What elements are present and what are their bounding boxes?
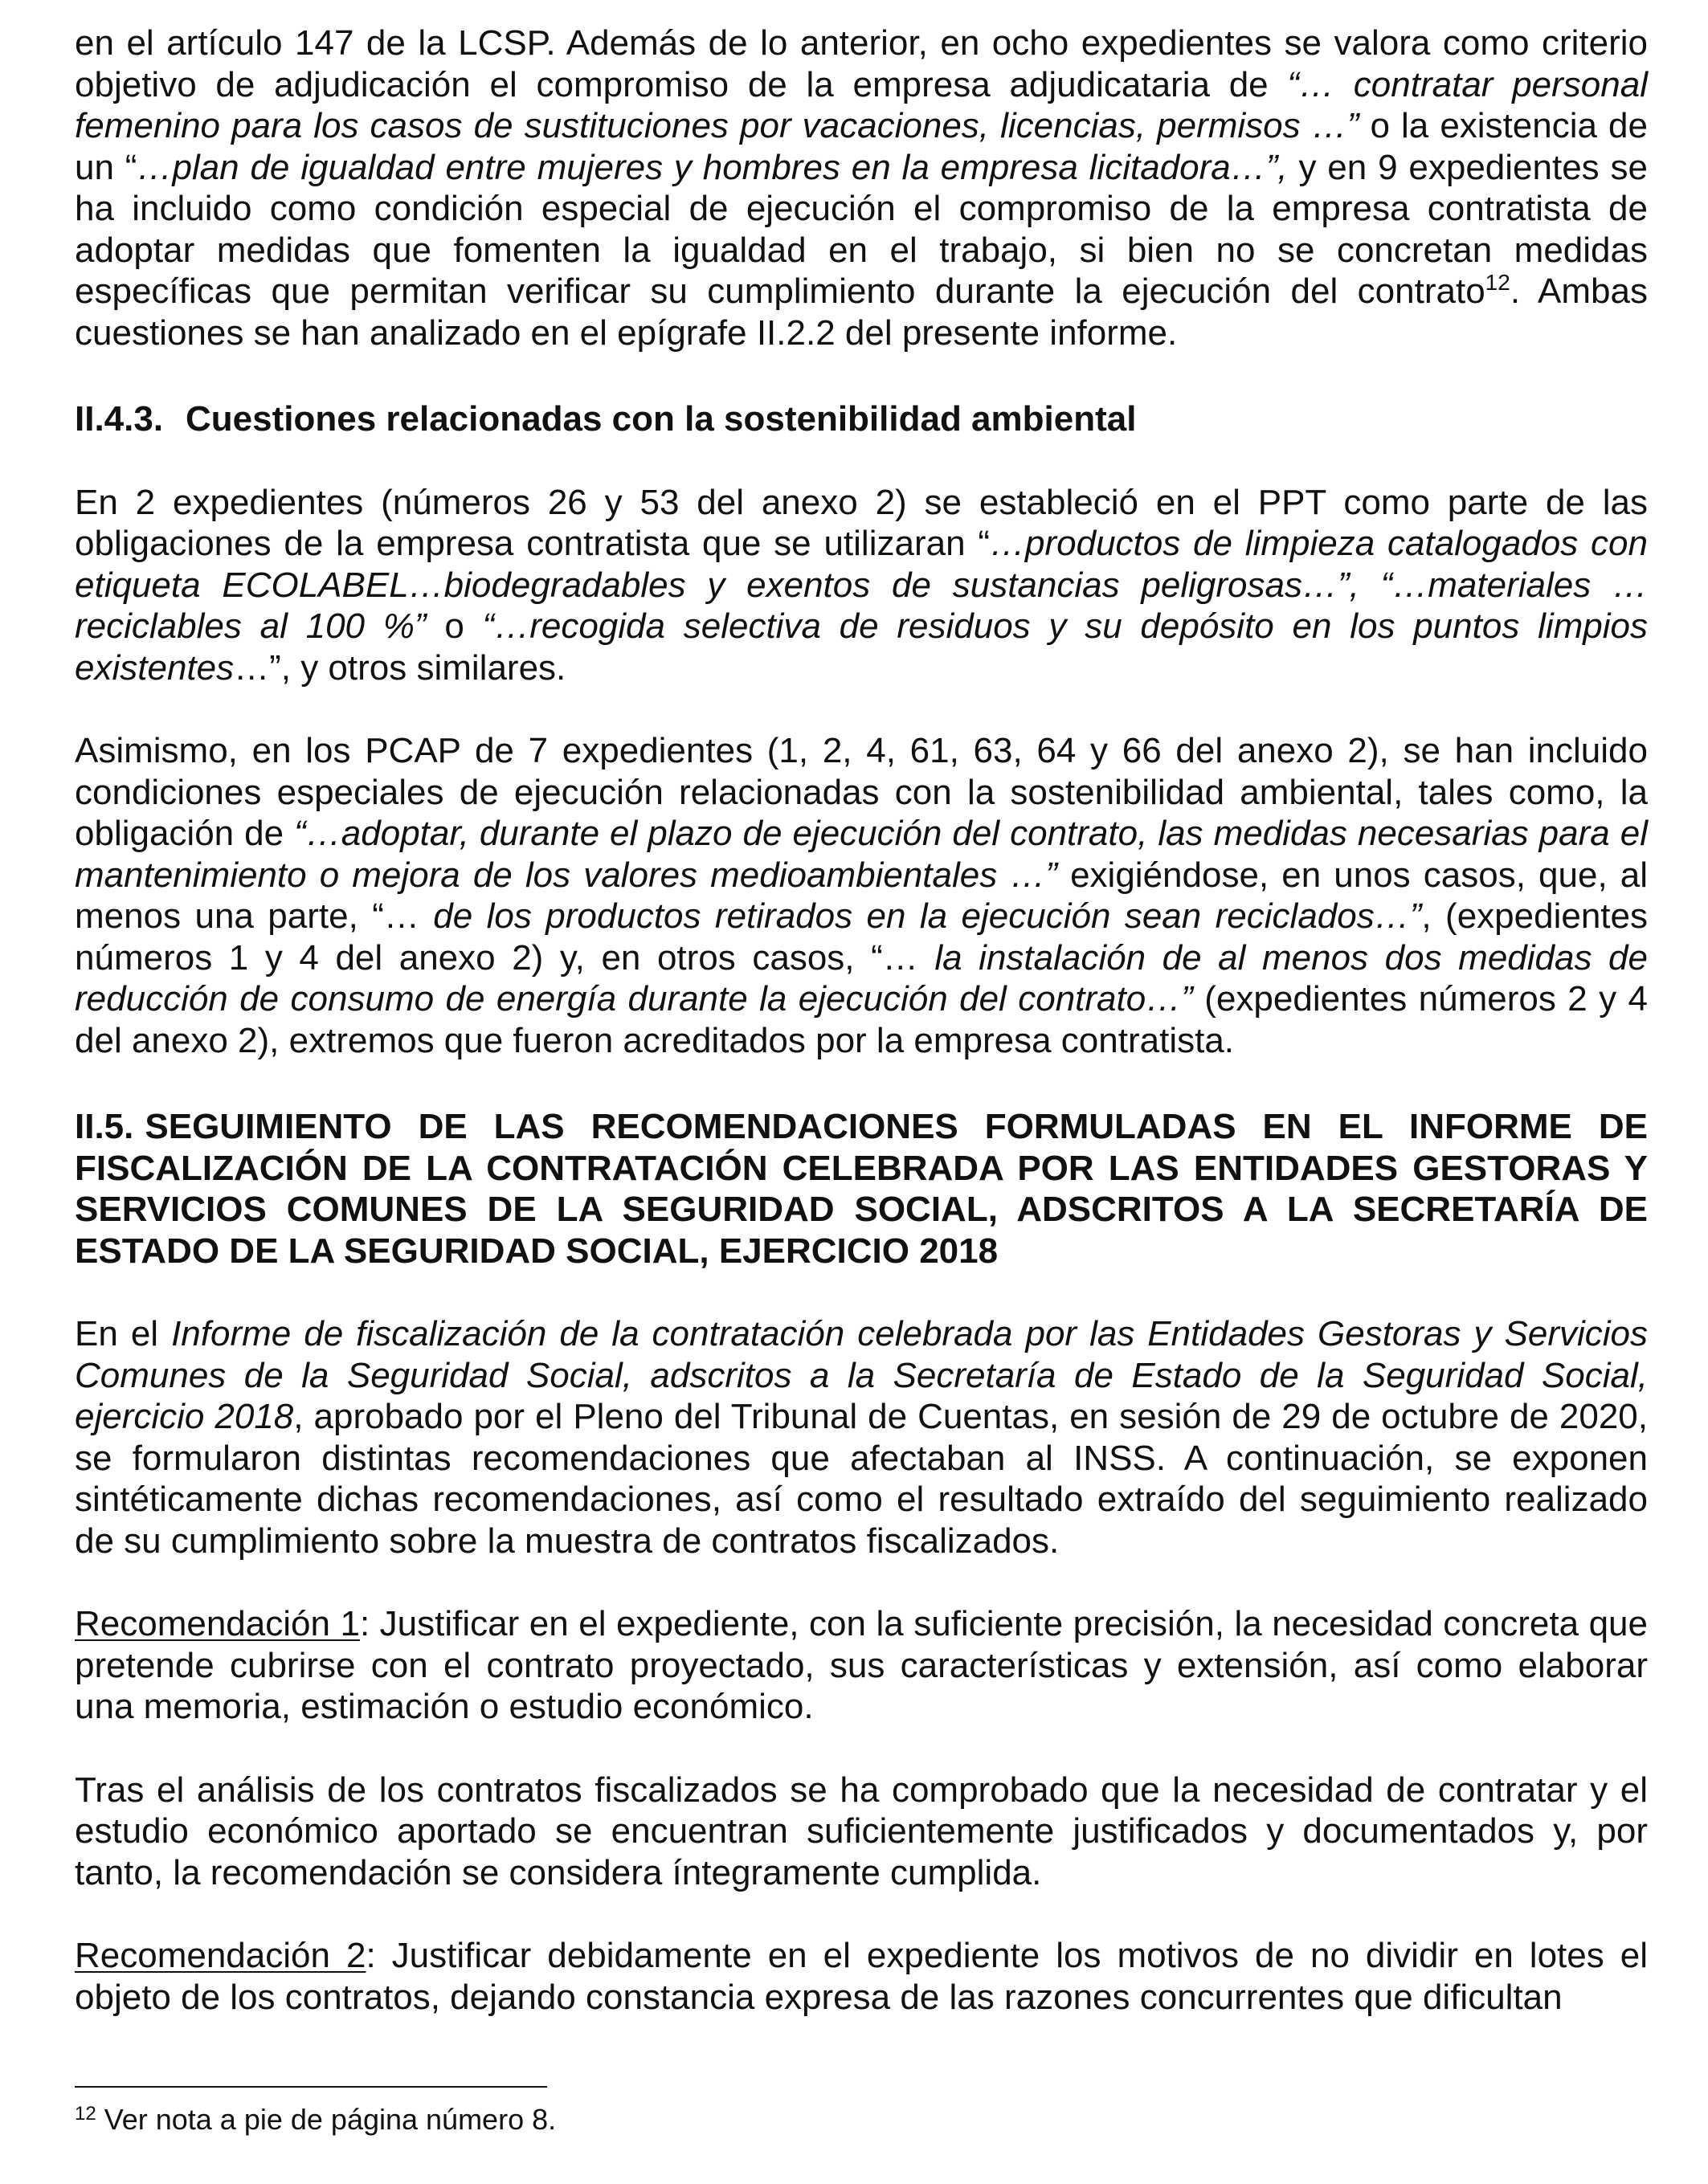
footnote-number: 12 — [75, 2103, 96, 2125]
paragraph-analisis-rec1: Tras el análisis de los contratos fiscalizados se ha comprobado que la necesidad de contratar y el estudio económico aportado se encuentran suficientemente justificados y documentados y, por tanto, la recomendación se considera íntegramente cumplida. — [75, 1770, 1648, 1892]
recommendation-2: Recomendación 2: Justificar debidamente en el expediente los motivos de no dividir en lotes el objeto de los contratos, dejando constancia expresa de las razones concurrentes que dificultan — [75, 1936, 1648, 2017]
footnote — [75, 2102, 556, 2137]
paragraph-informe-2018: En el Informe de fiscalización de la contratación celebrada por las Entidades Gestoras y Servicios Comunes de la Seguridad Social, adscritos a la Secretaría de Estado de la Seguridad Social, ejercicio 2018, aprobado por el Pleno del Tribunal de Cuentas, en sesión de 29 de octubre de 2020, se formularon distintas recomendaciones que afectaban al INSS. A continuación, se exponen sintéticamente dichas recomendaciones, así como el resultado extraído del seguimiento realizado de su cumplimiento sobre la muestra de contratos fiscalizados. — [75, 1314, 1649, 1561]
footnote-text: Ver nota a pie de página número 8. — [96, 2103, 557, 2136]
footnote-reference[interactable]: 12 — [1485, 270, 1510, 295]
section-number: II.4.3. — [75, 399, 164, 439]
document-page — [75, 22, 1648, 2018]
section-heading-ii-5 — [75, 1106, 1648, 1272]
paragraph-igualdad: en el artículo 147 de la LCSP. Además de lo anterior, en ocho expedientes se valora como criterio objetivo de adjudicación el compromiso de la empresa adjudicataria de “… contratar personal femenino para los casos de sustituciones por vacaciones, licencias, permisos …” o la existencia de un “…plan de igualdad entre mujeres y hombres en la empresa licitadora…”, y en 9 expedientes se ha incluido como condición especial de ejecución el compromiso de la empresa contratista de adoptar medidas que fomenten la igualdad en el trabajo, si bien no se concretan medidas específicas que permitan verificar su cumplimiento durante la ejecución del contrato$^{12}$. Ambas cuestiones se han analizado en el epígrafe II.2.2 del presente informe. — [75, 23, 1648, 353]
recommendation-label: Recomendación 2 — [75, 1936, 366, 1975]
section-number: II.5. — [75, 1107, 134, 1146]
recommendation-label: Recomendación 1 — [75, 1604, 360, 1643]
paragraph-pcap-condiciones: Asimismo, en los PCAP de 7 expedientes (1, 2, 4, 61, 63, 64 y 66 del anexo 2), se han incluido condiciones especiales de ejecución relacionadas con la sostenibilidad ambiental, tales como, la obligación de “…adoptar, durante el plazo de ejecución del contrato, las medidas necesarias para el mantenimiento o mejora de los valores medioambientales …” exigiéndose, en unos casos, que, al menos una parte, “… de los productos retirados en la ejecución sean reciclados…”, (expedientes números 1 y 4 del anexo 2) y, en otros casos, “… la instalación de al menos dos medidas de reducción de consumo de energía durante la ejecución del contrato…” (expedientes números 2 y 4 del anexo 2), extremos que fueron acreditados por la empresa contratista. — [75, 731, 1649, 1060]
section-title: SEGUIMIENTO DE LAS RECOMENDACIONES FORMULADAS EN EL INFORME DE FISCALIZACIÓN DE LA CONTRATACIÓN CELEBRADA POR LAS ENTIDADES GESTORAS Y SERVICIOS COMUNES DE LA SEGURIDAD SOCIAL, ADSCRITOS A LA SECRETARÍA DE ESTADO DE LA SEGURIDAD SOCIAL, EJERCICIO 2018 — [75, 1107, 1648, 1271]
section-title: Cuestiones relacionadas con la sostenibilidad ambiental — [186, 399, 1137, 439]
footnote-divider — [75, 2086, 547, 2088]
recommendation-1: Recomendación 1: Justificar en el expediente, con la suficiente precisión, la necesidad concreta que pretende cubrirse con el contrato proyectado, sus características y extensión, así como elaborar una memoria, estimación o estudio económico. — [75, 1604, 1648, 1726]
section-heading-ii-4-3 — [75, 398, 1648, 440]
paragraph-ppt-obligaciones: En 2 expedientes (números 26 y 53 del anexo 2) se estableció en el PPT como parte de las obligaciones de la empresa contratista que se utilizaran “…productos de limpieza catalogados con etiqueta ECOLABEL…biodegradables y exentos de sustancias peligrosas…”, “…materiales … reciclables al 100 %” o “…recogida selectiva de residuos y su depósito en los puntos limpios existentes…”, y otros similares. — [75, 482, 1648, 688]
